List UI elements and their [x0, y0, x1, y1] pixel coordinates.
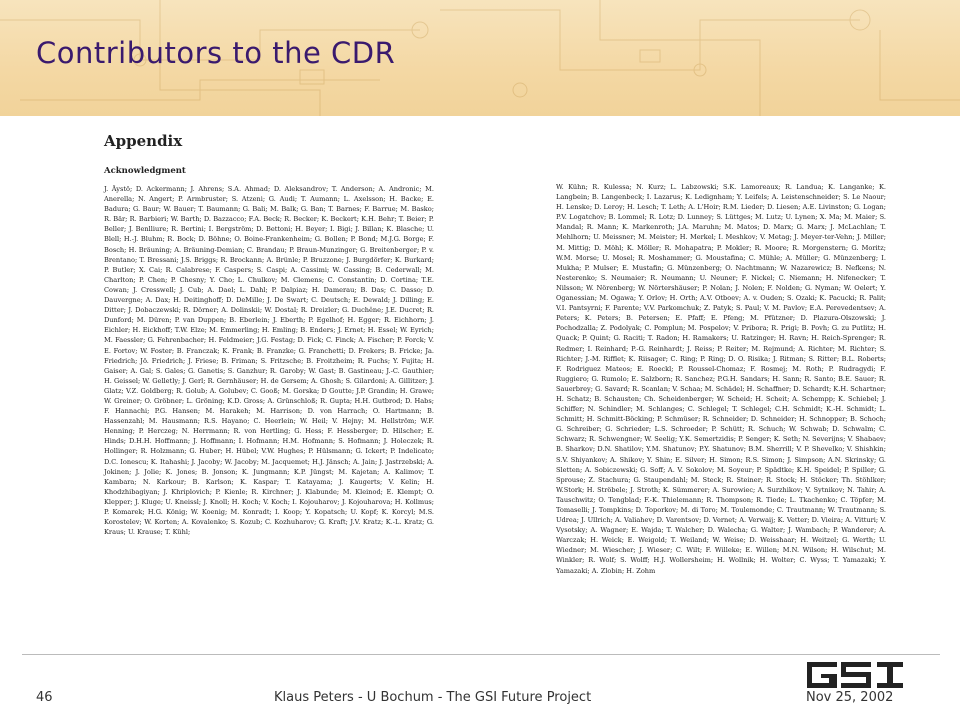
document-heading: Appendix	[104, 132, 183, 150]
gsi-logo	[807, 660, 903, 690]
slide-header-banner	[0, 0, 960, 116]
scanned-document	[100, 132, 886, 642]
footer-divider	[22, 654, 940, 655]
document-subheading: Acknowledgment	[104, 166, 186, 176]
slide-title: Contributors to the CDR	[36, 36, 396, 70]
contributors-left-text: J. Äystö; D. Ackermann; J. Ahrens; S.A. Ahmad; D. Aleksandrov; T. Anderson; A. Andronic; M. Anerella; N. Angert; P. Armbruster; S. Atzeni; G. Audi; T. Aumann; L. Axelsson; H. Backe; E. Badura; G. Baur; W. Bauer; T. Baumann; G. Bali; M. Balk; G. Ban; T. Barnes; F. Barrue; M. Basko; R. Bär; R. Barbieri; W. Barth; D. Bazzacco; F.A. Beck; R. Becker; K. Beckert; K.H. Behr; T. Beier; P. Beller; J. Benlliure; R. Bertini; I. Bergström; D. Bettoni; H. Beyer; I. Bigi; J. Billan; K. Blasche; U. Blell; H.-J. Bluhm; R. Bock; D. Böhne; O. Boine-Frankenheim; G. Bollen; P. Bond; M.J.G. Borge; F. Bosch; H. Bräuning; A. Bräuning-Demian; C. Brandau; P. Braun-Munzinger; G. Breitenberger; P. v. Brentano; T. Bressani; J.S. Briggs; R. Brockann; A. Brünle; P. Bruzzone; J. Burgdörfer; K. Burkard; P. Butler; X. Cai; R. Calabrese; F. Caspers; S. Caspi; A. Cassimi; W. Cassing; B. Cederwall; M. Charlton; P. Chen; P. Chesny; Y. Cho; L. Chulkov; M. Clemens; C. Constantin; D. Cortina; T.E. Cowan; J. Cresswell; J. Cub; A. Dael; L. Dahl; P. Dalpiaz; H. Damerau; B. Das; C. Dasso; D. Dauvergne; A. Dax; H. Deitinghoff; D. DeMille; J. De Swart; C. Deutsch; E. Dewald; J. Dilling; E. Ditter; J. Dobaczewski; R. Dörner; A. Dolinskii; W. Dostal; R. Dreizler; G. Duchêne; J.E. Ducret; R. Dunford; M. Düren; P. van Duppen; B. Eberlein; J. Eberth; P. Egelhof; H. Egger; R. Eichhorn; J. Eichler; H. Eickhoff; T.W. Elze; M. Emmerling; H. Emling; B. Enders; J. Ernet; H. Essel; W. Eyrich; M. Faessler; G. Fehrenbacher; H. Feldmeier; J.G. Festag; D. Fick; C. Finck; A. Fischer; P. Forck; V. E. Fortov; W. Foster; B. Franczak; K. Frank; B. Franzke; G. Franchetti; D. Frekers; B. Fricke; Ja. Friedrich; Jö. Friedrich; J. Friese; B. Friman; S. Fritzsche; B. Froitzheim; R. Fuchs; Y. Fujita; H. Gaiser; A. Gal; S. Gales; G. Ganetis; S. Ganzhur; R. Garoby; W. Gast; B. Gastineau; J.-C. Gauthier; H. Geissel; W. Gelletly; J. Gerl; R. Gernhäuser; H. de Gersem; A. Ghosh; S. Gilardoni; A. Gillitzer; J. Glatz; V.Z. Goldberg; R. Golub; A. Golubev; C. Gooß; M. Gorska; D Goutte; J.P. Grandin; H. Grawe; W. Greiner; O. Gröbner; L. Gröning; K.D. Gross; A. Grünschloß; R. Gupta; H.H. Gutbrod; D. Habs; F. Hannachi; P.G. Hansen; M. Harakeh; M. Harrison; D. von Harrach; O. Hartmann; B. Hassenzahl; M. Hausmann; R.S. Hayano; C. Heerlein; W. Heil; V. Hejny; M. Hellström; W.F. Henning; P. Herczeg; N. Herrmann; R. von Hertling; G. Hess; F. Hessberger; D. Hilscher; E. Hinds; D.H.H. Hoffmann; J. Hoffmann; I. Hofmann; H.M. Hofmann; S. Hofmann; J. Holeczek; R. Hollinger; R. Holzmann; G. Huber; H. Hübel; V.W. Hughes; P. Hülsmann; G. Ickert; P. Indelicato; D.C. Ionescu; K. Itahashi; J. Jacoby; W. Jacoby; M. Jacquemet; H.J. Jänsch; A. Jain; J. Jastrzebski; A. Jokinen; J. Jolie; K. Jones; B. Jonson; K. Jungmann; K.P. Jüngst; M. Kajetan; A. Kalimov; T. Kambara; N. Karkour; B. Karlson; K. Kaspar; T. Katayama; J. Kaugerts; V. Kelin; H. Khodzhibagiyan; J. Khriplovich; P. Kienle; R. Kirchner; J. Klabunde; M. Kleinod; E. Klempt; O. Klepper; J. Kluge; U. Kneissl; J. Knoll; H. Koch; V. Koch; I. Kojouharov; J. Kojouharova; H. Kollmus; P. Komarek; H.G. König; W. Koenig; M. Konradt; I. Koop; Y. Kopatsch; U. Kopf; K. Korcyl; M.S. Korostelev; W. Korten; A. Kovalenko; S. Kozub; C. Kozhuharov; G. Kraft; J.V. Kratz; K.-L. Kratz; G. Kraus; U. Krause; T. Kühl;	[104, 185, 434, 537]
contributors-right-column	[556, 182, 886, 576]
page-number: 46	[36, 690, 53, 705]
footer-date: Nov 25, 2002	[806, 690, 894, 705]
contributors-left-column	[104, 184, 434, 537]
footer-presentation-info: Klaus Peters - U Bochum - The GSI Future Project	[274, 690, 592, 705]
contributors-right-text: W. Kühn; R. Kulessa; N. Kurz; L. Labzowski; S.K. Lamoreaux; R. Landua; K. Langanke; K. Langbein; B. Langenbeck; I. Lazarus; K. Ledignham; Y. Leifels; A. Leistenschneider; S. Le Naour; H. Lenske; D. Leroy; H. Lesch; T. Leth; A. L'Hoir; R.M. Lieder; D. Liesen; A.E. Livinston; G. Logan; P.V. Logatchov; B. Lommel; R. Lotz; D. Lunney; S. Lüttges; M. Lutz; U. Lynen; X. Ma; M. Maier; S. Mandal; R. Mann; K. Markenroth; J.A. Maruhn; M. Matos; D. Marx; G. Marx; J. McLachlan; T. Mehlhorn; U. Meissner; M. Meister; H. Merkel; I. Meshkov; V. Metag; J. Meyer-ter-Vehn; J. Miller; M. Mittig; D. Möhl; K. Möller; R. Mohapatra; P. Mokler; R. Moore; R. Morgenstern; G. Moritz; W.M. Morse; U. Mosel; R. Moshammer; G. Moustafina; C. Mühle; A. Müller; G. Münzenberg; I. Mukha; P. Mulser; E. Mustafin; G. Münzenberg; O. Nachtmann; W. Nazarewicz; B. Nefkens; N. Nesterenko; S. Neumaier; R. Neumann; U. Neuner; F. Nickel; C. Niemann; H. Nifenecker; T. Nilsson; W. Nörenberg; W. Nörtershäuser; P. Nolan; J. Nolen; F. Nolden; G. Nyman; W. Oelert; Y. Oganessian; M. Ogawa; Y. Orlov; H. Orth; A.V. Otboev; A. v. Ouden; S. Ozaki; K. Pacucki; R. Palit; V.I. Pantsyrni; F. Parente; V.V. Parkomchuk; Z. Patyk; S. Paul; V. M. Pavlov; E.A. Perevedentsev; A. Peters; K. Peters; B. Petersen; E. Pfaff; E. Pfeng; M. Pfützner; D. Plazura-Olszowski; J. Pochodzalla; Z. Podolyak; C. Pomplun; M. Pospelov; V. Pribora; R. Prigi; B. Povh; G. zu Putlitz; H. Quack; P. Quint; G. Raciti; T. Radon; H. Ramakers; U. Ratzinger; H. Ravn; H. Reich-Sprenger; R. Redmer; I. Reinhard; P.-G. Reinhardt; J. Reiss; P. Reiter; M. Rejmund; A. Richter; M. Richter; S. Richter; J.-M. Rifflet; K. Riisager; C. Ring; P. Ring; D. O. Risika; J. Ritman; S. Ritter; B.L. Roberts; F. Rodriguez Mateos; E. Roeckl; P. Roussel-Chomaz; F. Rosmej; M. Roth; P. Rudragydi; F. Ruggiero; G. Rumolo; E. Salzborn; R. Sanchez; P.G.H. Sandars; H. Sann; R. Santo; B.E. Sauer; R. Sauerbrey; G. Savard; R. Scanlan; V. Schaa; M. Schädel; H. Schaffner; D. Schardt; K.H. Schartner; H. Schatz; B. Schausten; Ch. Scheidenberger; W. Scheid; H. Scheit; A. Schempp; K. Schiebel; J. Schiffer; N. Schindler; M. Schlanges; C. Schlegel; T. Schlegel; C.H. Schmidt; K.-H. Schmidt; L. Schmitt; H. Schmitt-Böcking; P. Schmüser; R. Schneider; D. Schneider; H. Schnopper; B. Schoch; G. Schreiber; G. Schrieder; L.S. Schroeder; P. Schütt; R. Schuch; W. Schwab; D. Schwalm; C. Schwarz; R. Schwengner; W. Seelig; Y.K. Semertzidis; P. Senger; K. Seth; N. Severijns; V. Shabaev; B. Sharkov; D.N. Shatilov; Y.M. Shatunov; P.Y. Shatunov; B.M. Sherrill; V. P. Shevelko; V. Shishkin; S.V. Shiyankov; A. Shikov; Y. Shin; E. Silver; H. Simon; R.S. Simon; J. Simpson; A.N. Skrinsky; G. Sletten; A. Sobiczewski; G. Soff; A. V. Sokolov; M. Soyeur; P. Spädtke; K.H. Speidel; P. Spiller; G. Sprouse; Z. Stachura; G. Staupendahl; M. Steck; R. Steiner; R. Stock; H. Stöcker; Th. Stöhlker; W.Stork; H. Ströbele; J. Stroth; K. Sümmerer; A. Surowiec; A. Surzhikov; V. Sytnikov; N. Tahir; A. Tauschwitz; O. Tengblad; F.-K. Thielemann; R. Thompson; R. Tiede; L. Tkachenko; C. Töpfer; M. Tomaselli; J. Tompkins; D. Toporkov; M. di Toro; M. Toulemonde; C. Trautmann; W. Trautmann; S. Udrea; J. Ullrich; A. Valiahev; D. Varentsov; D. Vernet; A. Verwaij; K. Vetter; D. Vieira; A. Vitturi; V. Vysotsky; A. Wagner; E. Wajda; T. Walcher; D. Walecha; G. Walter; J. Wambach; P. Wanderer; A. Warczak; H. Weick; E. Weigold; T. Weiland; W. Weise; D. Weisshaar; H. Weitzel; G. Werth; U. Wiedner; M. Wiescher; J. Wieser; C. Wilt; F. Willeke; E. Willen; M.N. Wilson; H. Wilschut; M. Winkler; R. Wolf; S. Wolff; H.J. Wollersheim; H. Wollnik; H. Wolter; C. Wyss; T. Yamazaki; Y. Yamazaki; A. Zlobin; H. Zohm	[556, 183, 886, 575]
